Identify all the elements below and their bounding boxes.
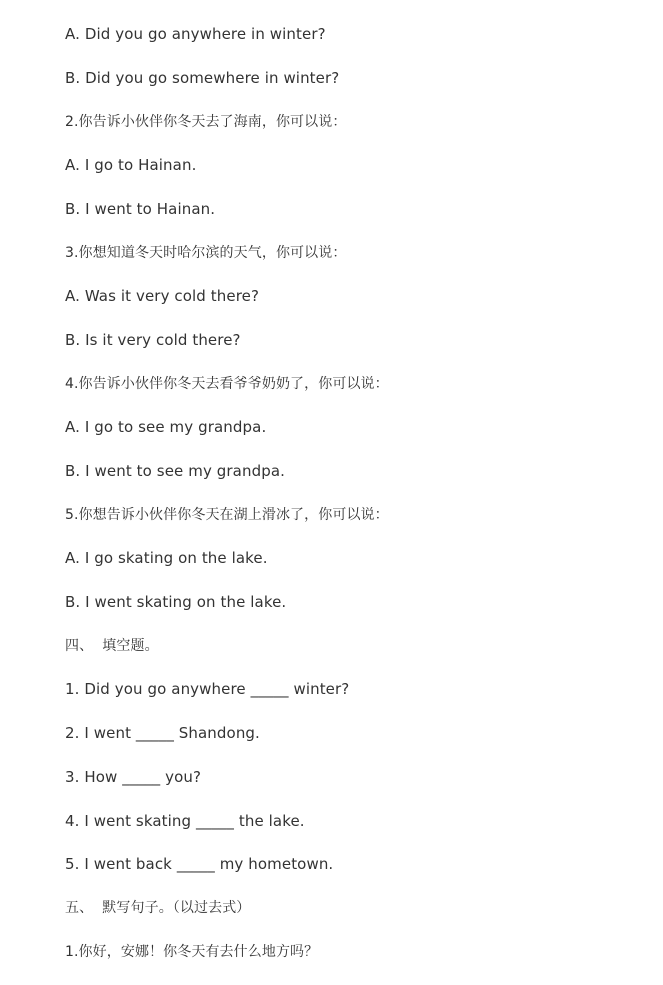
option-line: A. Did you go anywhere in winter? [65, 25, 326, 43]
section-heading: 四、 填空题。 [65, 638, 159, 654]
option-line: B. I went to see my grandpa. [65, 462, 285, 480]
question-prompt: 3.你想知道冬天时哈尔滨的天气，你可以说： [65, 245, 347, 261]
fill-blank-item: 1. Did you go anywhere _____ winter? [65, 680, 350, 698]
dictation-item: 1.你好，安娜！你冬天有去什么地方吗？ [65, 944, 319, 960]
fill-blank-item: 4. I went skating _____ the lake. [65, 812, 305, 830]
option-line: A. I go to see my grandpa. [65, 418, 267, 436]
option-line: A. I go to Hainan. [65, 156, 197, 174]
section-heading: 五、 默写句子。（以过去式） [65, 900, 251, 916]
option-line: B. I went skating on the lake. [65, 593, 287, 611]
fill-blank-item: 2. I went _____ Shandong. [65, 724, 260, 742]
question-prompt: 2.你告诉小伙伴你冬天去了海南，你可以说： [65, 114, 347, 130]
option-line: B. Is it very cold there? [65, 331, 241, 349]
option-line: B. I went to Hainan. [65, 200, 216, 218]
option-line: A. Was it very cold there? [65, 287, 260, 305]
fill-blank-item: 5. I went back _____ my hometown. [65, 855, 334, 873]
option-line: A. I go skating on the lake. [65, 549, 268, 567]
question-prompt: 5.你想告诉小伙伴你冬天在湖上滑冰了，你可以说： [65, 507, 389, 523]
option-line: B. Did you go somewhere in winter? [65, 69, 340, 87]
question-prompt: 4.你告诉小伙伴你冬天去看爷爷奶奶了，你可以说： [65, 376, 389, 392]
fill-blank-item: 3. How _____ you? [65, 768, 202, 786]
